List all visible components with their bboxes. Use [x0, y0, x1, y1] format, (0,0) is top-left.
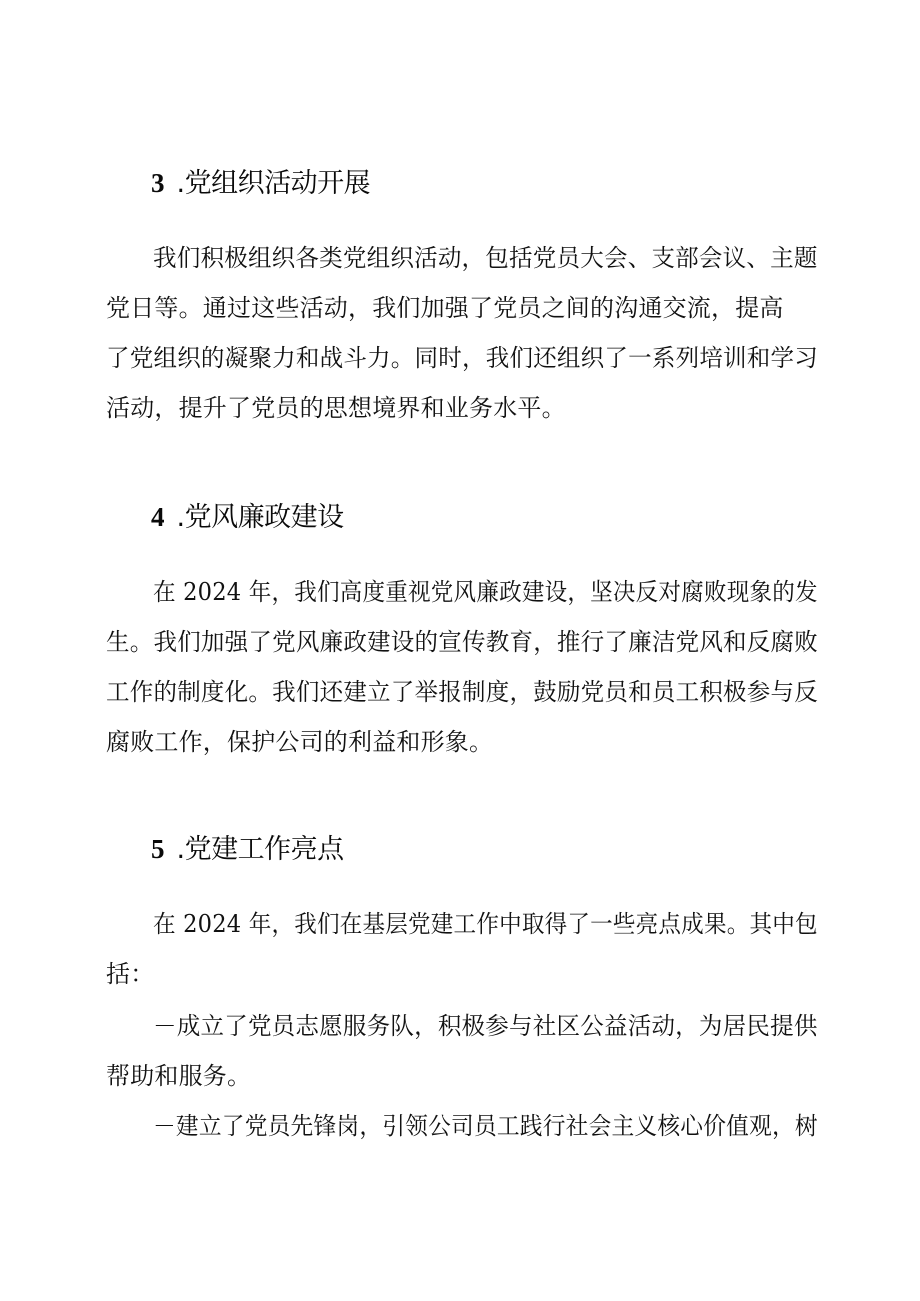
- section-title: .党建工作亮点: [176, 834, 344, 865]
- paragraph-line: 在 2024 年，我们在基层党建工作中取得了一些亮点成果。其中包: [153, 910, 818, 938]
- section-5-heading: [151, 831, 344, 868]
- paragraph-line: 在 2024 年，我们高度重视党风廉政建设，坚决反对腐败现象的发: [153, 578, 818, 606]
- list-item: －成立了党员志愿服务队，积极参与社区公益活动，为居民提供: [153, 1012, 818, 1040]
- section-number: 5: [151, 834, 165, 864]
- paragraph-line: 括：: [106, 960, 155, 988]
- paragraph-line: 了党组织的凝聚力和战斗力。同时，我们还组织了一系列培训和学习: [106, 344, 818, 372]
- paragraph-line: 我们积极组织各类党组织活动，包括党员大会、支部会议、主题: [153, 244, 818, 272]
- section-number: 3: [151, 168, 165, 198]
- section-3-heading: [151, 165, 370, 202]
- paragraph-line: 腐败工作，保护公司的利益和形象。: [106, 728, 494, 756]
- section-title: .党风廉政建设: [176, 502, 344, 533]
- list-item: －建立了党员先锋岗，引领公司员工践行社会主义核心价值观，树: [153, 1112, 818, 1140]
- section-number: 4: [151, 502, 165, 532]
- section-title: .党组织活动开展: [176, 168, 371, 199]
- section-4-heading: [151, 499, 344, 536]
- paragraph-line: 党日等。通过这些活动，我们加强了党员之间的沟通交流，提高: [106, 294, 784, 322]
- paragraph-line: 帮助和服务。: [106, 1062, 252, 1090]
- paragraph-line: 工作的制度化。我们还建立了举报制度，鼓励党员和员工积极参与反: [106, 678, 818, 706]
- paragraph-line: 活动，提升了党员的思想境界和业务水平。: [106, 394, 566, 422]
- paragraph-line: 生。我们加强了党风廉政建设的宣传教育，推行了廉洁党风和反腐败: [106, 628, 818, 656]
